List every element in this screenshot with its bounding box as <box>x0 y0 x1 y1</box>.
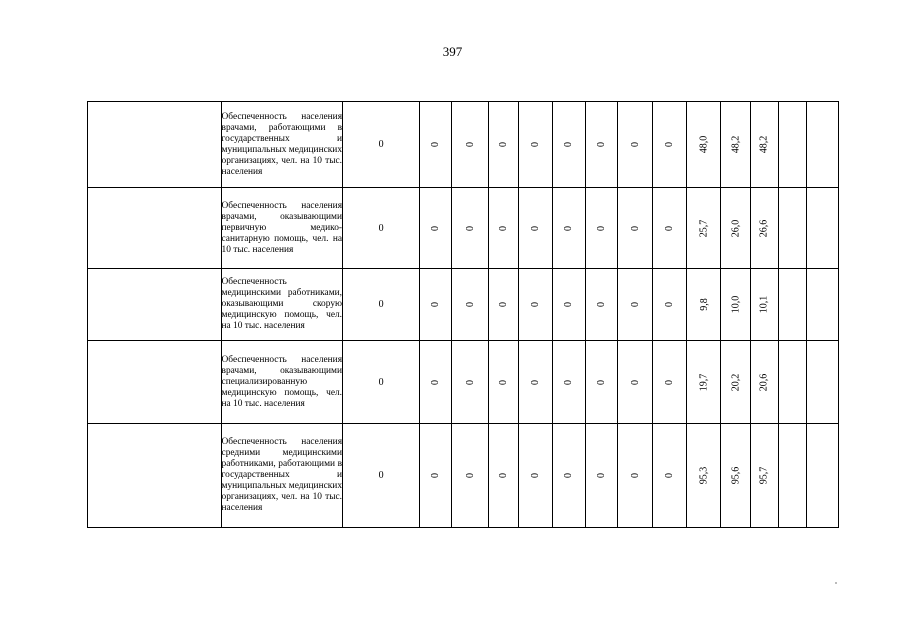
empty-cell <box>806 424 838 528</box>
target-value <box>721 188 750 269</box>
year-value <box>585 269 617 341</box>
year-value-text: 0 <box>629 142 641 147</box>
year-value-text: 0 <box>563 142 575 147</box>
year-value <box>618 102 653 188</box>
year-value <box>653 341 687 424</box>
year-value-text: 0 <box>430 142 442 147</box>
target-value <box>750 424 778 528</box>
target-value-text: 9,8 <box>698 298 710 311</box>
table-row <box>88 269 839 341</box>
year-value <box>488 424 518 528</box>
scan-speck <box>835 582 837 584</box>
year-value <box>618 341 653 424</box>
target-value <box>687 424 721 528</box>
indicator-name: Обеспеченность населения врачами, оказывающими специализированную медицинскую помощь, чел. на 10 тыс. населения <box>221 341 342 424</box>
target-value-text: 25,7 <box>698 219 710 237</box>
target-value <box>687 102 721 188</box>
table-row <box>88 188 839 269</box>
year-value-text: 0 <box>529 473 541 478</box>
base-value: 0 <box>343 188 420 269</box>
base-value: 0 <box>343 424 420 528</box>
year-value-text: 0 <box>464 473 476 478</box>
year-value <box>653 188 687 269</box>
year-value <box>552 102 585 188</box>
empty-cell <box>778 188 806 269</box>
year-value <box>420 269 452 341</box>
year-value <box>452 341 488 424</box>
target-value-text: 19,7 <box>698 373 710 391</box>
year-value <box>518 269 552 341</box>
year-value <box>452 269 488 341</box>
target-value <box>721 424 750 528</box>
year-value <box>653 424 687 528</box>
year-value <box>518 341 552 424</box>
year-value-text: 0 <box>497 379 509 385</box>
empty-cell <box>88 102 222 188</box>
year-value-text: 0 <box>497 142 509 147</box>
year-value-text: 0 <box>664 473 676 478</box>
year-value <box>420 188 452 269</box>
target-value-text: 95,3 <box>698 466 710 485</box>
target-value-text: 26,0 <box>729 219 741 237</box>
target-value <box>687 341 721 424</box>
year-value-text: 0 <box>529 225 541 231</box>
year-value <box>420 341 452 424</box>
year-value <box>653 102 687 188</box>
year-value <box>653 269 687 341</box>
year-value-text: 0 <box>664 379 676 385</box>
year-value-text: 0 <box>629 225 641 231</box>
year-value-text: 0 <box>563 473 575 478</box>
year-value <box>585 341 617 424</box>
year-value-text: 0 <box>596 142 607 147</box>
year-value-text: 0 <box>629 302 641 307</box>
year-value <box>488 269 518 341</box>
empty-cell <box>778 341 806 424</box>
year-value-text: 0 <box>563 225 575 231</box>
year-value <box>585 102 617 188</box>
target-value-text: 26,6 <box>758 219 770 237</box>
year-value-text: 0 <box>497 302 509 307</box>
base-value: 0 <box>343 269 420 341</box>
target-value-text: 95,7 <box>758 466 770 485</box>
year-value <box>420 102 452 188</box>
base-value: 0 <box>343 341 420 424</box>
year-value-text: 0 <box>629 379 641 385</box>
target-value-text: 20,2 <box>729 373 741 391</box>
year-value <box>585 424 617 528</box>
empty-cell <box>806 269 838 341</box>
base-value: 0 <box>343 102 420 188</box>
year-value <box>420 424 452 528</box>
indicator-name: Обеспеченность населения врачами, оказывающими первичную медико-санитарную помощь, чел. на 10 тыс. населения <box>221 188 342 269</box>
year-value <box>488 102 518 188</box>
page-number: 397 <box>442 44 463 59</box>
year-value-text: 0 <box>464 302 476 307</box>
year-value-text: 0 <box>563 302 575 307</box>
target-value <box>750 102 778 188</box>
year-value <box>552 188 585 269</box>
indicator-name: Обеспеченность населения врачами, работающими в государственных и муниципальных медицинских организациях, чел. на 10 тыс. населения <box>221 102 342 188</box>
year-value-text: 0 <box>629 473 641 478</box>
target-value-text: 10,0 <box>729 295 741 314</box>
year-value <box>585 188 617 269</box>
empty-cell <box>88 269 222 341</box>
target-value-text: 48,2 <box>729 135 741 154</box>
empty-cell <box>778 102 806 188</box>
target-value <box>750 188 778 269</box>
target-value <box>721 269 750 341</box>
year-value-text: 0 <box>529 379 541 385</box>
target-value-text: 48,0 <box>698 135 710 154</box>
target-value <box>687 269 721 341</box>
year-value-text: 0 <box>529 302 541 307</box>
table-row <box>88 102 839 188</box>
target-value-text: 20,6 <box>758 373 770 391</box>
year-value <box>518 424 552 528</box>
year-value-text: 0 <box>596 473 607 478</box>
year-value-text: 0 <box>430 225 442 231</box>
year-value-text: 0 <box>430 302 442 307</box>
year-value-text: 0 <box>596 302 607 307</box>
empty-cell <box>806 188 838 269</box>
year-value <box>618 269 653 341</box>
indicator-table <box>87 101 839 528</box>
target-value <box>750 269 778 341</box>
empty-cell <box>88 188 222 269</box>
year-value <box>618 424 653 528</box>
year-value <box>518 188 552 269</box>
year-value-text: 0 <box>563 379 575 385</box>
target-value <box>687 188 721 269</box>
year-value <box>452 424 488 528</box>
target-value <box>750 341 778 424</box>
target-value <box>721 341 750 424</box>
empty-cell <box>778 269 806 341</box>
year-value <box>452 102 488 188</box>
target-value-text: 10,1 <box>758 295 770 314</box>
empty-cell <box>88 341 222 424</box>
year-value-text: 0 <box>430 473 442 478</box>
indicator-name: Обеспеченность населения средними медицинскими работниками, работающими в государственных и муниципальных медицинских организациях, чел. на 10 тыс. населения <box>221 424 342 528</box>
indicator-name: Обеспеченность медицинскими работниками, оказывающими скорую медицинскую помощь, чел. на 10 тыс. населения <box>221 269 342 341</box>
target-value <box>721 102 750 188</box>
year-value-text: 0 <box>664 142 676 147</box>
year-value <box>552 424 585 528</box>
year-value-text: 0 <box>464 379 476 385</box>
year-value-text: 0 <box>596 225 607 231</box>
table-row <box>88 341 839 424</box>
year-value-text: 0 <box>497 225 509 231</box>
year-value-text: 0 <box>497 473 509 478</box>
year-value <box>488 188 518 269</box>
year-value <box>488 341 518 424</box>
year-value <box>552 341 585 424</box>
year-value-text: 0 <box>464 225 476 231</box>
year-value <box>552 269 585 341</box>
empty-cell <box>88 424 222 528</box>
year-value-text: 0 <box>464 142 476 147</box>
empty-cell <box>778 424 806 528</box>
table-row <box>88 424 839 528</box>
year-value-text: 0 <box>430 379 442 385</box>
empty-cell <box>806 341 838 424</box>
year-value-text: 0 <box>529 142 541 147</box>
year-value-text: 0 <box>664 225 676 231</box>
target-value-text: 48,2 <box>758 135 770 154</box>
year-value-text: 0 <box>596 379 607 385</box>
year-value-text: 0 <box>664 302 676 307</box>
year-value <box>518 102 552 188</box>
target-value-text: 95,6 <box>729 466 741 485</box>
year-value <box>452 188 488 269</box>
empty-cell <box>806 102 838 188</box>
year-value <box>618 188 653 269</box>
